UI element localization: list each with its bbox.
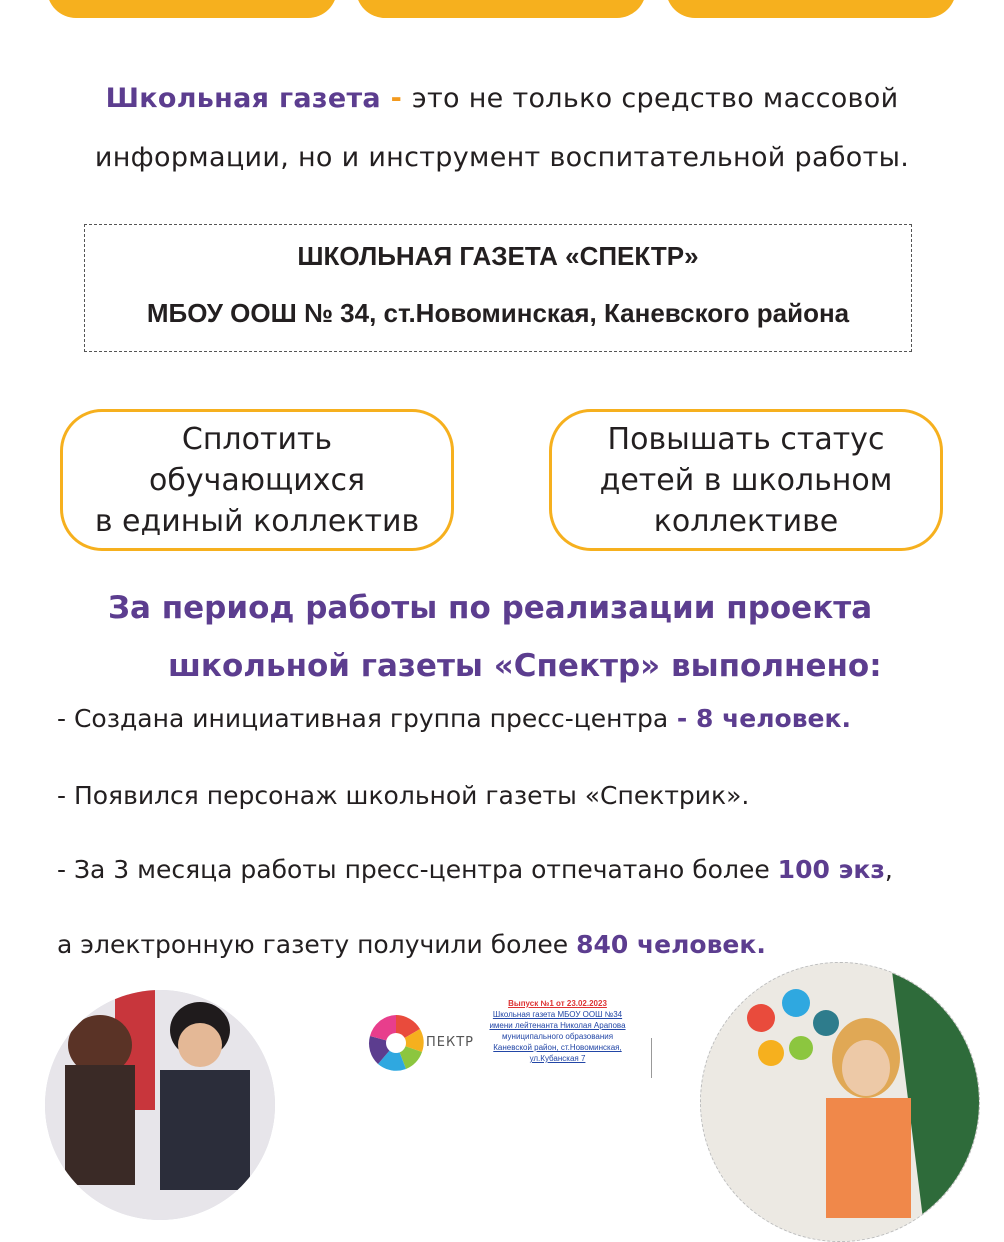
result-item-group xyxy=(57,704,851,733)
masthead-subtitle: МБОУ ООШ № 34, ст.Новоминская, Каневского района xyxy=(146,298,850,328)
result-item-character: - Появился персонаж школьной газеты «Спектрик». xyxy=(57,781,750,810)
intro-line-1-rest: это не только средство массовой xyxy=(411,83,899,114)
newspaper-line-4: Каневской район, ст.Новоминская, xyxy=(493,1043,622,1052)
newspaper-line-5: ул.Кубанская 7 xyxy=(529,1054,586,1063)
result-item-group-text: - Создана инициативная группа пресс-центра xyxy=(57,704,669,733)
photo-students-image xyxy=(45,990,275,1220)
top-banner-pill-left xyxy=(47,0,337,18)
spectr-logo xyxy=(366,1012,474,1074)
photo-students-circle xyxy=(45,990,275,1220)
intro-term: Школьная газета xyxy=(105,83,381,114)
intro-dash: - xyxy=(380,83,412,114)
newspaper-line-3: муниципального образования xyxy=(501,1032,614,1041)
goal-1-line-1: Сплотить xyxy=(181,421,333,457)
result-item-printed-end: , xyxy=(884,855,893,884)
result-item-printed-text: - За 3 месяца работы пресс-центра отпечатано более xyxy=(57,855,778,884)
top-banner-pill-center xyxy=(356,0,646,18)
goal-2-line-2: детей в школьном xyxy=(599,462,893,498)
newspaper-line-1: Школьная газета МБОУ ООШ №34 xyxy=(492,1010,623,1019)
newspaper-line-2: имени лейтенанта Николая Арапова xyxy=(489,1021,626,1030)
result-item-digital xyxy=(57,930,766,959)
goal-2-line-3: коллективе xyxy=(653,503,839,539)
goal-card-unite xyxy=(60,409,454,551)
masthead-box xyxy=(84,224,912,352)
intro-line-2: информации, но и инструмент воспитательной работы. xyxy=(94,142,910,173)
intro-line-1 xyxy=(0,83,1004,114)
goal-card-status xyxy=(549,409,943,551)
result-item-printed xyxy=(57,855,893,884)
results-heading-line-1: За период работы по реализации проекта xyxy=(108,590,873,626)
photo-teacher-image xyxy=(701,963,980,1242)
goal-2-line-1: Повышать статус xyxy=(607,421,885,457)
results-heading-line-2: школьной газеты «Спектр» выполнено: xyxy=(168,648,882,684)
divider xyxy=(651,1038,652,1078)
result-item-group-count: - 8 человек. xyxy=(668,704,851,733)
result-item-digital-text: а электронную газету получили более xyxy=(57,930,577,959)
spectr-logo-text: ПЕКТР xyxy=(426,1035,474,1050)
masthead-title: ШКОЛЬНАЯ ГАЗЕТА «СПЕКТР» xyxy=(297,241,699,271)
goal-1-line-3: в единый коллектив xyxy=(94,503,420,539)
top-banner-pill-right xyxy=(666,0,956,18)
result-item-printed-count: 100 экз xyxy=(777,855,885,884)
newspaper-thumbnail xyxy=(470,998,645,1080)
result-item-digital-count: 840 человек. xyxy=(576,930,766,959)
photo-teacher-circle xyxy=(700,962,980,1242)
goal-1-line-2: обучающихся xyxy=(148,462,366,498)
newspaper-issue: Выпуск №1 от 23.02.2023 xyxy=(508,999,607,1008)
